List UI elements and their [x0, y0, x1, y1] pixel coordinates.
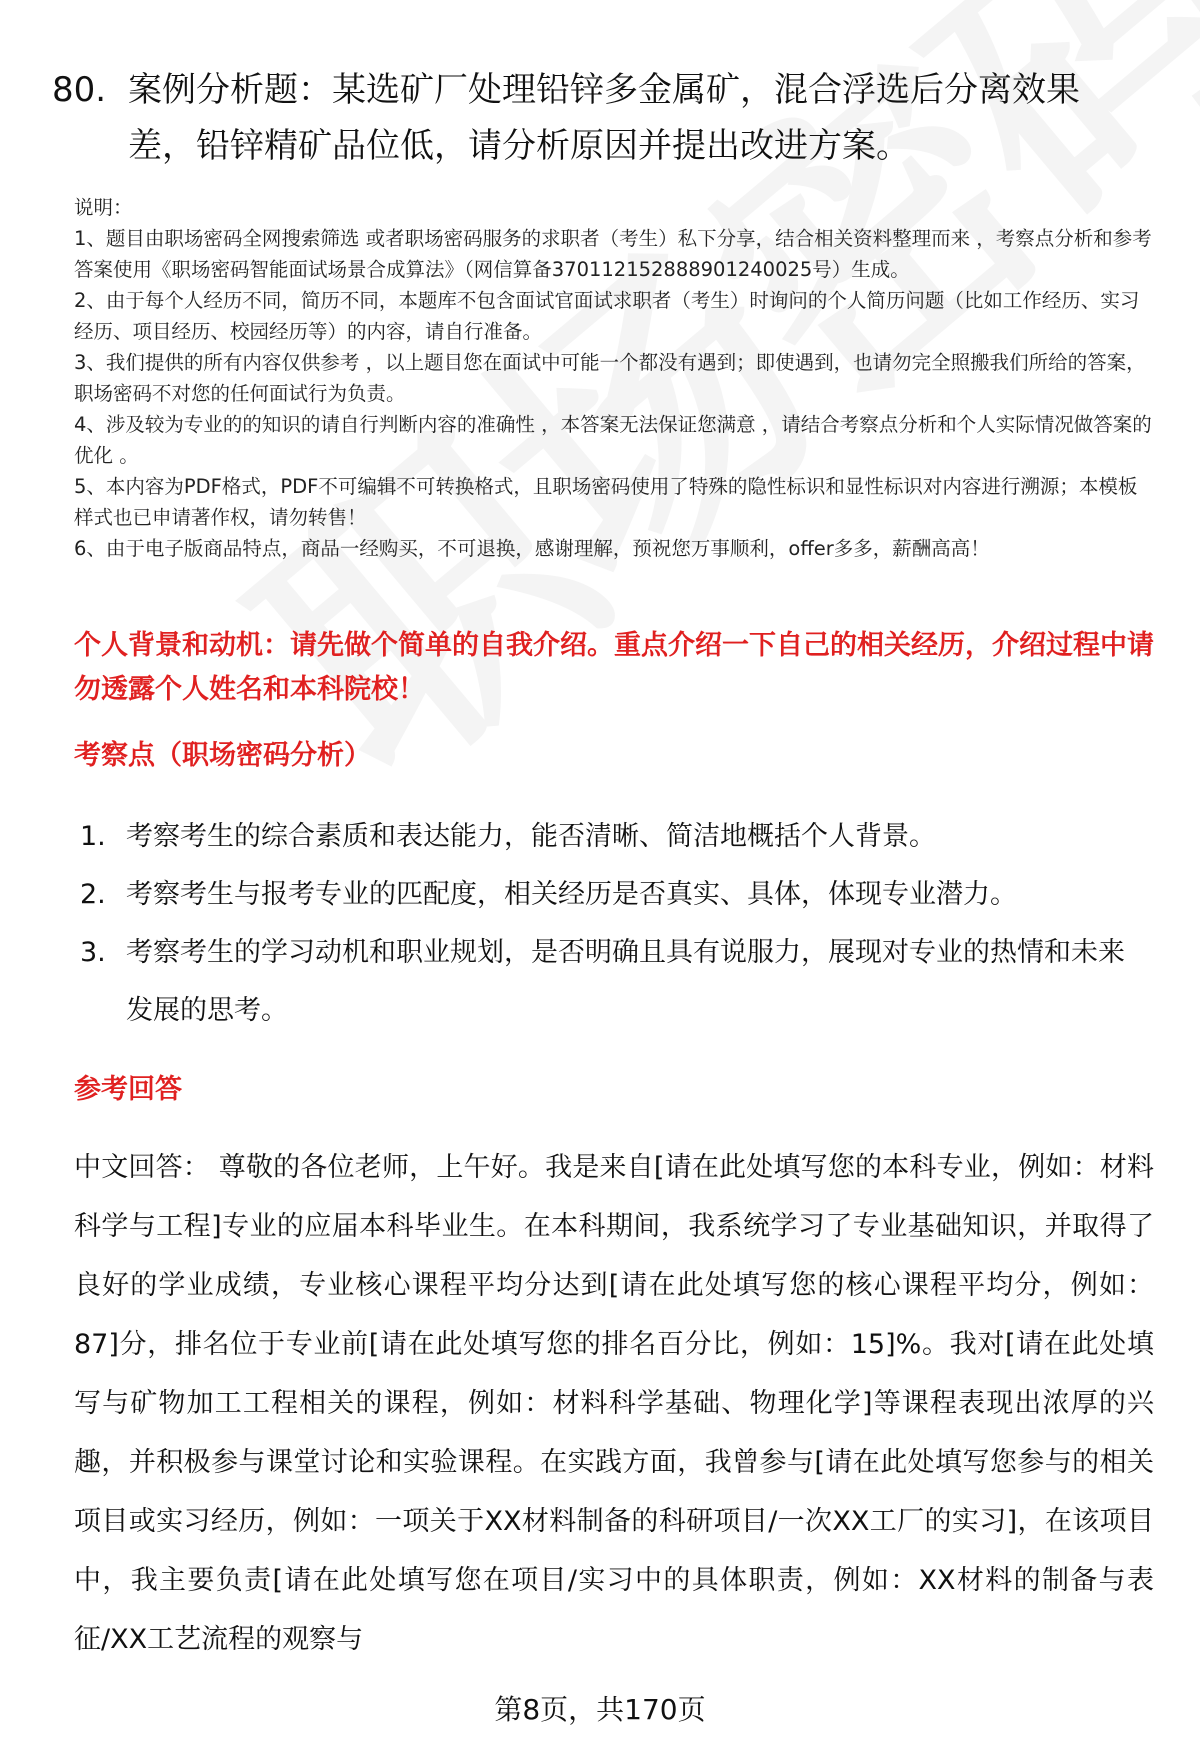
points-list: [80, 808, 1150, 1040]
points-heading: 考察点（职场密码分析）: [74, 740, 371, 771]
question: [52, 62, 1142, 174]
notes-section: [74, 192, 1154, 564]
point-text: 考察考生的综合素质和表达能力，能否清晰、简洁地概括个人背景。: [126, 821, 936, 852]
note-item: 6、由于电子版商品特点，商品一经购买，不可退换，感谢理解，预祝您万事顺利，offer多多，薪酬高高！: [74, 537, 990, 560]
note-item: 2、由于每个人经历不同，简历不同，本题库不包含面试官面试求职者（考生）时询问的个人简历问题（比如工作经历、实习经历、项目经历、校园经历等）的内容，请自行准备。: [74, 289, 1140, 343]
point-number: 3.: [80, 937, 106, 968]
answer-heading: 参考回答: [74, 1074, 182, 1105]
page-footer: 第8页，共170页: [494, 1693, 706, 1726]
point-text: 考察考生与报考专业的匹配度，相关经历是否真实、具体，体现专业潜力。: [126, 879, 1017, 910]
intro-prompt: 个人背景和动机：请先做个简单的自我介绍。重点介绍一下自己的相关经历，介绍过程中请勿透露个人姓名和本科院校！: [74, 630, 1154, 705]
note-item: 3、我们提供的所有内容仅供参考 ，以上题目您在面试中可能一个都没有遇到；即使遇到，也请勿完全照搬我们所给的答案，职场密码不对您的任何面试行为负责。: [74, 351, 1146, 405]
list-item: [80, 866, 1150, 924]
notes-heading: 说明：: [74, 196, 133, 219]
list-item: [80, 808, 1150, 866]
point-number: 1.: [80, 821, 106, 852]
question-number: 80.: [52, 70, 107, 110]
note-item: 5、本内容为PDF格式，PDF不可编辑不可转换格式，且职场密码使用了特殊的隐性标识和显性标识对内容进行溯源；本模板样式也已申请著作权，请勿转售！: [74, 475, 1138, 529]
point-number: 2.: [80, 879, 106, 910]
answer-text: 中文回答： 尊敬的各位老师，上午好。我是来自[请在此处填写您的本科专业，例如：材料科学与工程]专业的应届本科毕业生。在本科期间，我系统学习了专业基础知识，并取得了良好的学业成绩，专业核心课程平均分达到[请在此处填写您的核心课程平均分，例如：87]分，排名位于专业前[请在此处填写您的排名百分比，例如：15]%。我对[请在此处填写与矿物加工工程相关的课程，例如：材料科学基础、物理化学]等课程表现出浓厚的兴趣，并积极参与课堂讨论和实验课程。在实践方面，我曾参与[请在此处填写您参与的相关项目或实习经历，例如：一项关于XX材料制备的科研项目/一次XX工厂的实习]，在该项目中，我主要负责[请在此处填写您在项目/实习中的具体职责，例如：XX材料的制备与表征/XX工艺流程的观察与: [74, 1152, 1154, 1655]
list-item: [80, 924, 1150, 1040]
question-text: 案例分析题：某选矿厂处理铅锌多金属矿，混合浮选后分离效果差，铅锌精矿品位低，请分析原因并提出改进方案。: [128, 70, 1080, 166]
note-item: 1、题目由职场密码全网搜索筛选 或者职场密码服务的求职者（考生）私下分享，结合相关资料整理而来 ，考察点分析和参考答案使用《职场密码智能面试场景合成算法》（网信算备370112152888901240025号）生成。: [74, 227, 1152, 281]
note-item: 4、涉及较为专业的的知识的请自行判断内容的准确性 ，本答案无法保证您满意 ，请结合考察点分析和个人实际情况做答案的优化 。: [74, 413, 1152, 467]
point-text: 考察考生的学习动机和职业规划，是否明确且具有说服力，展现对专业的热情和未来发展的思考。: [126, 937, 1125, 1026]
